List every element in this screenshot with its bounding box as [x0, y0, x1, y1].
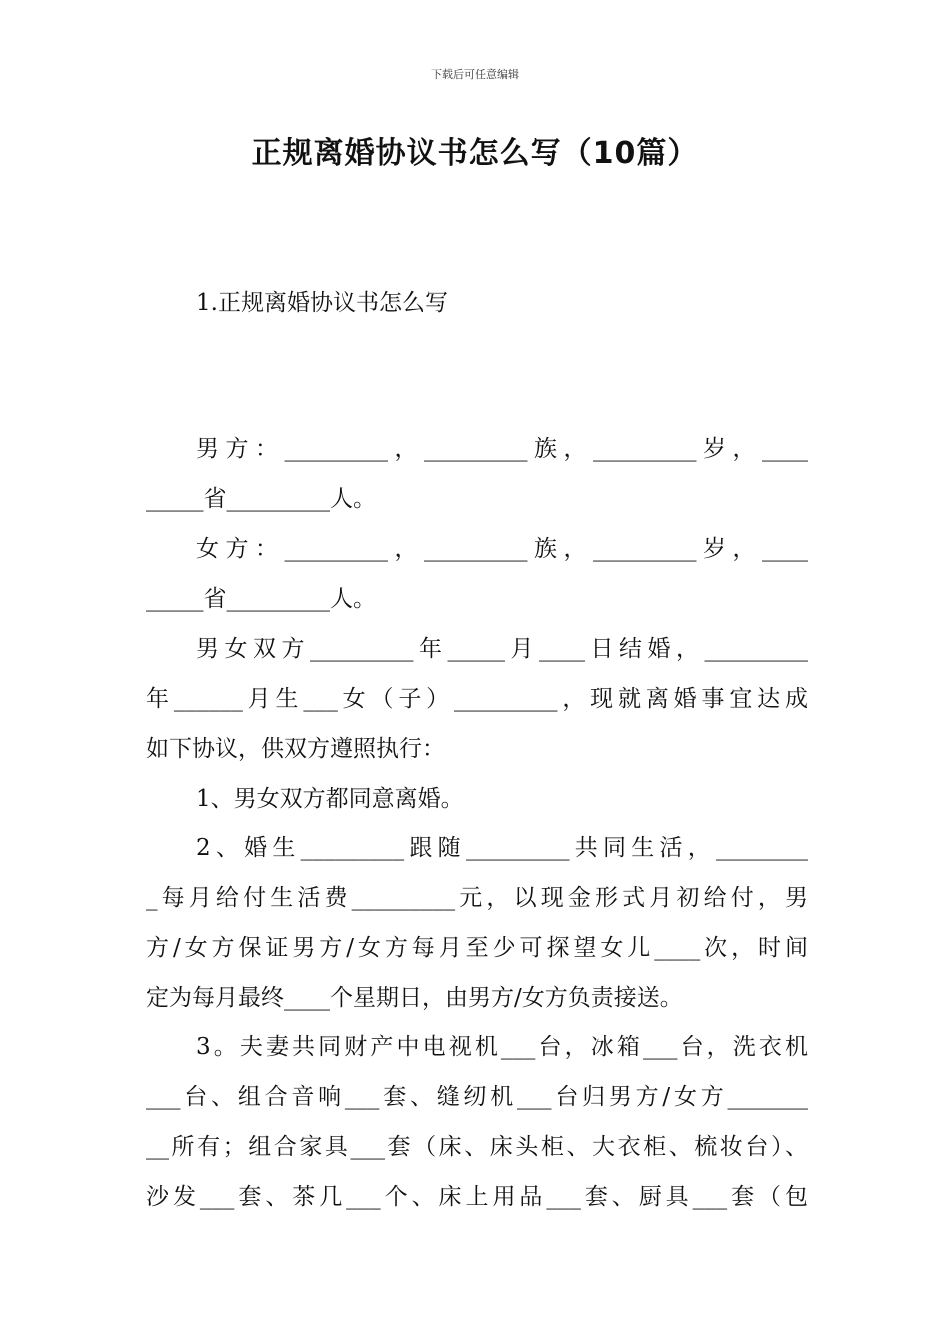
section-heading: 1.正规离婚协议书怎么写	[196, 290, 448, 316]
text-line: 沙发___套、茶几___个、床上用品___套、厨具___套（包	[146, 1184, 808, 1210]
text-line: ___台、组合音响___套、缝纫机___台归男方/女方_______	[146, 1084, 808, 1110]
text-line: 3。夫妻共同财产中电视机___台，冰箱___台，洗衣机	[196, 1034, 808, 1060]
clause-2	[146, 823, 808, 1023]
text-line: 男女双方_________年_____月____日结婚，_________	[196, 636, 808, 662]
document-title: 正规离婚协议书怎么写（10篇）	[251, 136, 699, 171]
header-note: 下载后可任意编辑	[431, 68, 519, 81]
clause-3	[146, 1022, 808, 1222]
text-line: __所有；组合家具___套（床、床头柜、大衣柜、梳妆台）、	[146, 1134, 808, 1160]
text-line: 男方：_________，_________族，_________岁，____	[196, 436, 808, 462]
text-line: _____省_________人。	[146, 486, 376, 512]
clause-1	[146, 774, 808, 824]
text-line: 如下协议，供双方遵照执行：	[146, 736, 445, 762]
paragraph-male-party	[146, 424, 808, 524]
text-line: 1、男女双方都同意离婚。	[196, 786, 464, 812]
paragraph-female-party	[146, 524, 808, 624]
text-line: 定为每月最终____个星期日，由男方/女方负责接送。	[146, 985, 683, 1011]
text-line: 2、婚生_________跟随_________共同生活，________	[196, 835, 808, 861]
text-line: _每月给付生活费_________元，以现金形式月初给付，男	[146, 885, 808, 911]
text-line: 方/女方保证男方/女方每月至少可探望女儿____次，时间	[146, 935, 808, 961]
text-line: 女方：_________，_________族，_________岁，____	[196, 536, 808, 562]
text-line: 年______月生___女（子）_________，现就离婚事宜达成	[146, 686, 808, 712]
text-line: _____省_________人。	[146, 586, 376, 612]
paragraph-marriage-info	[146, 624, 808, 774]
